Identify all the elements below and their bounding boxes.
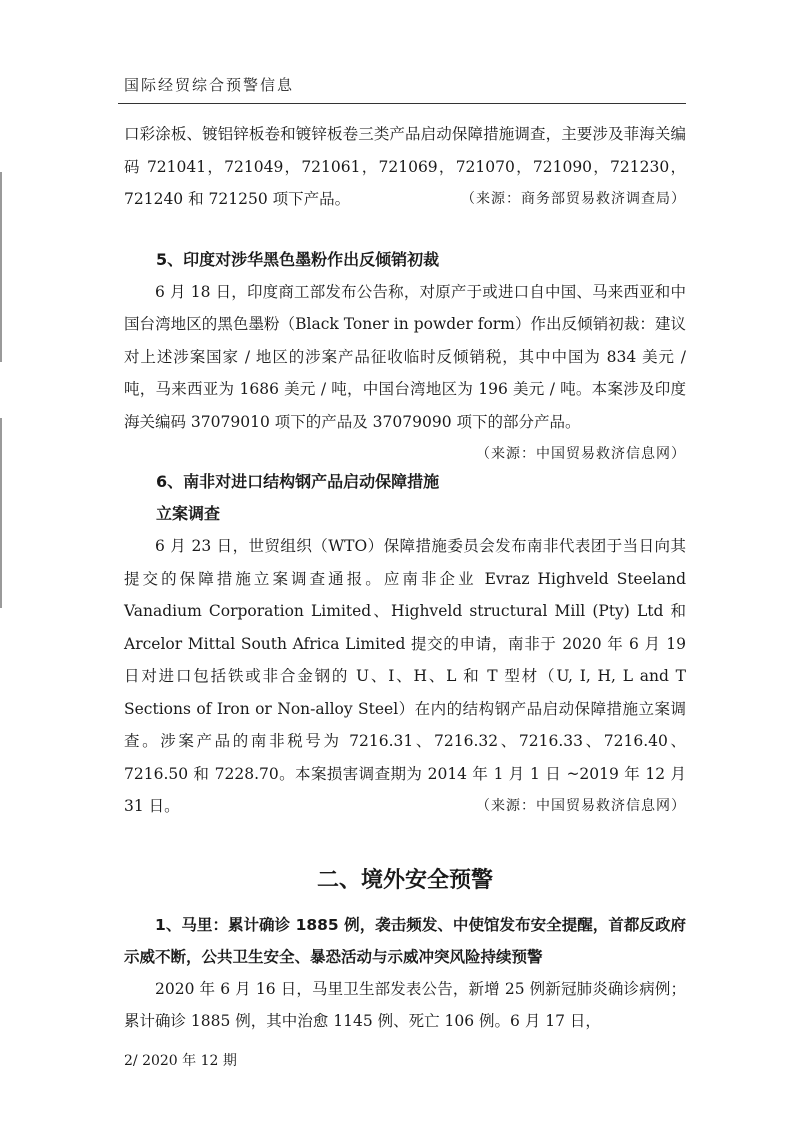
item6-title: 6、南非对进口结构钢产品启动保障措施立案调查 bbox=[156, 472, 440, 523]
item5-source: （来源：中国贸易救济信息网） bbox=[476, 446, 686, 462]
item5-title: 5、印度对涉华黑色墨粉作出反倾销初裁 bbox=[156, 249, 440, 269]
spacer bbox=[124, 901, 686, 909]
item4-source: （来源：商务部贸易救济调查局） bbox=[461, 191, 686, 207]
section2-title: 二、境外安全预警 bbox=[316, 867, 493, 893]
margin-line bbox=[0, 172, 2, 362]
page-content bbox=[124, 118, 686, 1038]
item6-source: （来源：中国贸易救济信息网） bbox=[476, 798, 686, 814]
spacer bbox=[124, 823, 686, 861]
item4-paragraph bbox=[124, 118, 686, 216]
margin-line bbox=[0, 418, 2, 608]
header-rule bbox=[118, 103, 686, 104]
page-footer: 2/ 2020 年 12 期 bbox=[124, 1053, 237, 1069]
item6-paragraph bbox=[124, 530, 686, 823]
spacer bbox=[124, 216, 686, 244]
item5-paragraph bbox=[124, 276, 686, 462]
page-header-title: 国际经贸综合预警信息 bbox=[124, 76, 295, 94]
section2-item1-title: 1、马里：累计确诊 1885 例，袭击频发、中使馆发布安全提醒，首都反政府示威不断，公共卫生安全、暴恐活动与示威冲突风险持续预警 bbox=[124, 915, 686, 966]
section2-item1-paragraph: 2020 年 6 月 16 日，马里卫生部发表公告，新增 25 例新冠肺炎确诊病例；累计确诊 1885 例，其中治愈 1145 例、死亡 106 例。6 月 17 日， bbox=[124, 979, 686, 1030]
item6-text: 6 月 23 日，世贸组织（WTO）保障措施委员会发布南非代表团于当日向其提交的保障措施立案调查通报。应南非企业 Evraz Highveld Steeland Vanadium Corporation Limited、Highveld structural Mill (Pty) Ltd 和 Arcelor Mittal South Africa Limited 提交的申请，南非于 2020 年 6 月 19 日对进口包括铁或非合金钢的 U、I、H、L 和 T 型材（U, I, H, L and T Sections of Iron or Non-alloy Steel）在内的结构钢产品启动保障措施立案调查。涉案产品的南非税号为 7216.31、7216.32、7216.33、7216.40、7216.50 和 7228.70。本案损害调查期为 2014 年 1 月 1 日 ~2019 年 12 月 31 日。 bbox=[124, 537, 686, 815]
item5-text: 6 月 18 日，印度商工部发布公告称，对原产于或进口自中国、马来西亚和中国台湾地区的黑色墨粉（Black Toner in powder form）作出反倾销初裁：建议对上述涉案国家 / 地区的涉案产品征收临时反倾销税，其中中国为 834 美元 / 吨，马来西亚为 1686 美元 / 吨，中国台湾地区为 196 美元 / 吨。本案涉及印度海关编码 37079010 项下的产品及 37079090 项下的部分产品。 bbox=[124, 282, 686, 431]
item4-text: 口彩涂板、镀铝锌板卷和镀锌板卷三类产品启动保障措施调查，主要涉及菲海关编码 721041，721049，721061，721069，721070，721090，721230，721240 和 721250 项下产品。 bbox=[124, 125, 686, 208]
